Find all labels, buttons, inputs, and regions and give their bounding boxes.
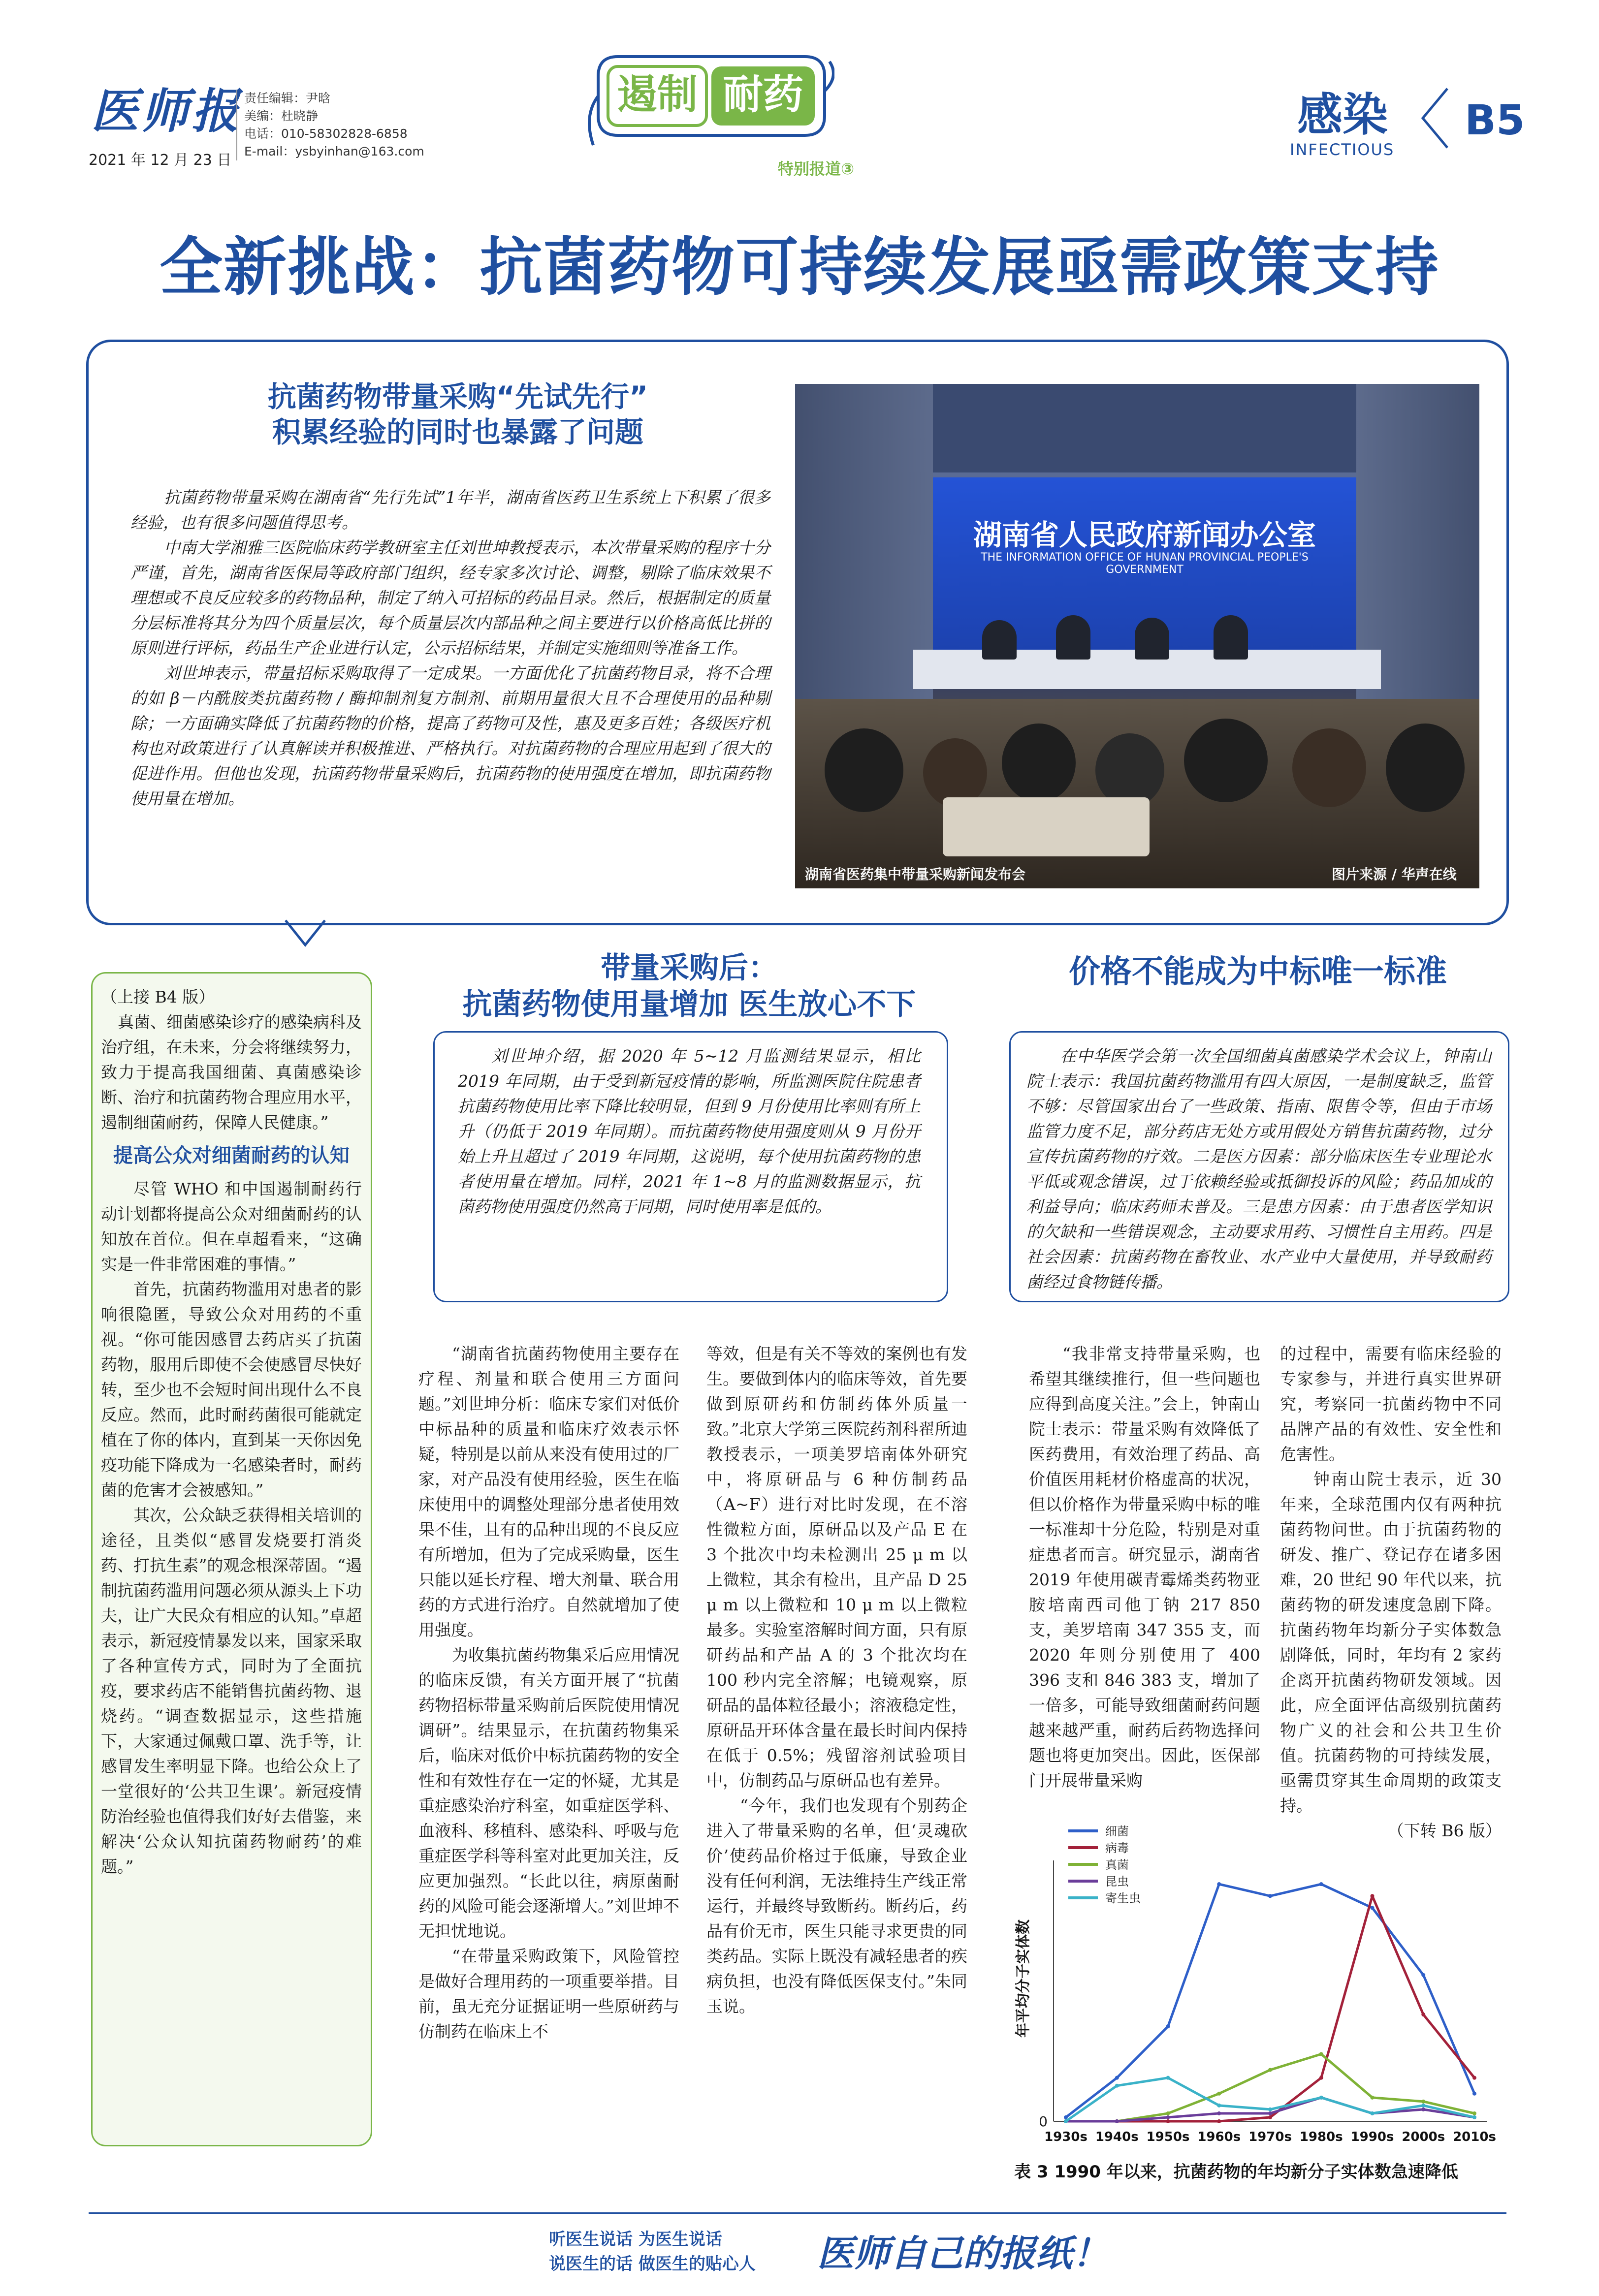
paragraph: 真菌、细菌感染诊疗的感染病科及治疗组，在未来，分会将继续努力，致力于提高我国细菌、真菌感染诊断、治疗和抗菌药物合理应用水平，遏制细菌耐药，保障人民健康。” — [101, 1012, 362, 1132]
paragraph: 刘世坤表示，带量招标采购取得了一定成果。一方面优化了抗菌药物目录，将不合理的如 β－内酰胺类抗菌药物 / 酶抑制剂复方制剂、前期用量很大且不合理使用的品种剔除；一方面确实降低了抗菌药物的价格，提高了药物可及性，惠及更多百姓；各级医疗机构也对政策进行了认真解读并积极推进、严格执行。对抗菌药物的合理应用起到了很大的促进作用。但他也发现，抗菌药物带量采购后，抗菌药物的使用强度在增加，即抗菌药物使用量在增加。 — [130, 663, 770, 808]
series-logo-word-2: 耐药 — [722, 71, 804, 118]
chart-point — [1166, 2115, 1170, 2119]
chart-point — [1319, 1882, 1323, 1886]
subhead-line-1: 带量采购后： — [601, 951, 778, 985]
chart-point — [1166, 2076, 1170, 2080]
chart-point — [1472, 2092, 1476, 2096]
chart-point — [1472, 2076, 1476, 2080]
chart-y-axis-label: 年平均分子实体数 — [1015, 1919, 1032, 2038]
chart-point — [1421, 2100, 1425, 2104]
mid-article-subhead — [418, 950, 960, 1023]
chart-point — [1472, 2115, 1476, 2119]
chart-point — [1217, 2092, 1221, 2096]
chart-point — [1371, 1894, 1375, 1898]
top-article-subhead — [143, 379, 773, 450]
chart-legend-label: 真菌 — [1105, 1858, 1129, 1872]
photo-credit: 图片来源 / 华声在线 — [1332, 866, 1457, 882]
chart-point — [1371, 1906, 1375, 1910]
mid-column-2 — [706, 1341, 967, 2019]
series-logo — [578, 47, 834, 160]
continued-to-note: （下转 B6 版） — [1387, 1821, 1502, 1840]
editor-line: 美编：杜晓静 — [244, 109, 319, 123]
paragraph: “今年，我们也发现有个别药企进入了带量采购的名单，但‘灵魂砍价’使药品价格过于低廉，导致企业没有任何利润，无法维持生产线正常运行，并最终导致断药。断药后，药品有价无市，医生只能寻求更贵的同类药品。实际上既没有减轻患者的疾病负担，也没有降低医保支付。”朱同玉说。 — [706, 1796, 967, 2016]
chart-point — [1115, 2084, 1119, 2088]
chart-y-tick-label: 0 — [1039, 2113, 1048, 2130]
page-number: B5 — [1465, 96, 1525, 144]
chart-x-tick-label: 1990s — [1350, 2130, 1394, 2144]
paragraph: 等效，但是有关不等效的案例也有发生。要做到体内的临床等效，首先要做到原研药和仿制药体外质量一致。”北京大学第三医院药剂科翟所迪教授表示，一项美罗培南体外研究中，将原研品与 6 种仿制药品（A~F）进行对比时发现，在不溶性微粒方面，原研品以及产品 E 在 3 个批次中均未检测出 25 μ m 以上微粒，其余有检出，且产品 D 25 μ m 以上微粒和 10 μ m 以上微粒最多。实验室溶解时间方面，只有原研药品和产品 A 的 3 个批次均在 100 秒内完全溶解；电镜观察，原研品的晶体粒径最小；溶液稳定性，原研品开环体含量在最长时间内保持在低于 0.5%；残留溶剂试验项目中，仿制药品与原研品也有差异。 — [706, 1344, 967, 1790]
chart-legend-label: 细菌 — [1105, 1824, 1129, 1838]
paragraph: 为收集抗菌药物集采后应用情况的临床反馈，有关方面开展了“抗菌药物招标带量采购前后医院使用情况调研”。结果显示，在抗菌药物集采后，临床对低价中标抗菌药物的安全性和有效性存在一定的怀疑，尤其是重症感染治疗科室，如重症医学科、血液科、移植科、感染科、呼吸与危重症医学科等科室对此更加关注，反应更加强烈。“长此以往，病原菌耐药的风险可能会逐渐增大。”刘世坤不无担忧地说。 — [418, 1645, 679, 1941]
subhead-line-2: 抗菌药物使用量增加 医生放心不下 — [462, 987, 916, 1022]
mid-column-1 — [418, 1341, 679, 2044]
chart-point — [1371, 2111, 1375, 2115]
mid-lead — [458, 1043, 921, 1219]
chevron-left-icon — [1418, 84, 1452, 153]
paragraph: 抗菌药物带量采购在湖南省“先行先试”1年半，湖南省医药卫生系统上下积累了很多经验，也有很多问题值得思考。 — [130, 488, 770, 532]
chart-point — [1319, 2096, 1323, 2100]
chart-legend-label: 昆虫 — [1105, 1875, 1129, 1888]
right-column-1 — [1029, 1341, 1260, 1793]
continued-from-note: （上接 B4 版） — [101, 987, 215, 1006]
chart-x-tick-label: 1970s — [1248, 2130, 1292, 2144]
page-headline: 全新挑战：抗菌药物可持续发展亟需政策支持 — [159, 231, 1439, 304]
chart-point — [1268, 1894, 1272, 1898]
section-title-en: INFECTIOUS — [1290, 140, 1395, 159]
subhead-line-1: 抗菌药物带量采购“先试先行” — [267, 380, 648, 413]
footer-tagline: 医师自己的报纸！ — [817, 2233, 1109, 2275]
series-subtitle: 特别报道③ — [778, 159, 855, 178]
subhead-line-2: 积累经验的同时也暴露了问题 — [272, 415, 643, 449]
chart-legend — [1068, 1824, 1141, 1905]
footer-divider — [89, 2212, 1506, 2214]
chart-point — [1421, 1973, 1425, 1977]
chart-point — [1217, 2104, 1221, 2107]
paragraph: “我非常支持带量采购，也希望其继续推行，但一些问题也应得到高度关注。”会上，钟南山院士表示：带量采购有效降低了医药费用，有效治理了药品、高价值医用耗材价格虚高的状况，但以价格作为带量采购中标的唯一标准却十分危险，特别是对重症患者而言。研究显示，湖南省 2019 年使用碳青霉烯类药物亚胺培南西司他丁钠 217 850 支，美罗培南 347 355 支，而 2020 年则分别使用了 400 396 支和 846 383 支，增加了一倍多，可能导致细菌耐药问题越来越严重，耐药后药物选择问题也将更加突出。因此，医保部门开展带量采购 — [1029, 1344, 1260, 1790]
masthead-logo: 医师报 — [91, 83, 242, 139]
chart-point — [1268, 2111, 1272, 2115]
chart-point — [1217, 1882, 1221, 1886]
right-lead — [1026, 1043, 1492, 1294]
paragraph: 钟南山院士表示，近 30 年来，全球范围内仅有两种抗菌药物问世。由于抗菌药物的研发、推广、登记存在诸多困难，20 世纪 90 年代以来，抗菌药物的研发速度急剧下降。抗菌药物年均新分子实体数急剧降低，同时，年均有 2 家药企离开抗菌药物研发领域。因此，应全面评估高级别抗菌药物广义的社会和公共卫生价值。抗菌药物的可持续发展，亟需贯穿其生命周期的政策支持。 — [1280, 1470, 1502, 1815]
chart-series-line-1 — [1066, 1884, 1474, 2117]
left-column-body — [101, 984, 362, 1879]
top-article-body — [130, 485, 770, 811]
antibiotic-trend-chart — [1014, 1816, 1502, 2161]
chart-x-tick-label: 1930s — [1044, 2130, 1087, 2144]
paragraph: 尽管 WHO 和中国遏制耐药行动计划都将提高公众对细菌耐药的认知放在首位。但在卓超看来，“这确实是一件非常困难的事情。” — [101, 1179, 362, 1274]
chart-series-line-2 — [1066, 1896, 1474, 2121]
issue-date: 2021 年 12 月 23 日 — [89, 152, 232, 169]
chart-point — [1472, 2111, 1476, 2115]
footer-slogan: 说医生的话 做医生的贴心人 — [549, 2254, 756, 2274]
editor-line: E-mail：ysbyinhan@163.com — [244, 144, 424, 158]
chart-point — [1217, 2119, 1221, 2123]
paragraph: “湖南省抗菌药物使用主要存在疗程、剂量和联合使用三方面问题。”刘世坤分析：临床专家们对低价中标品种的质量和临床疗效表示怀疑，特别是以前从来没有使用过的厂家，对产品没有使用经验，医生在临床使用中的调整处理部分患者使用效果不佳，且有的品种出现的不良反应有所增加，但为了完成采购量，医生只能以延长疗程、增大剂量、联合用药的方式进行治疗。自然就增加了使用强度。 — [418, 1344, 679, 1639]
right-article-subhead: 价格不能成为中标唯一标准 — [1069, 954, 1447, 990]
editor-line: 电话：010-58302828-6858 — [244, 126, 408, 141]
paragraph: 首先，抗菌药物滥用对患者的影响很隐匿，导致公众对用药的不重视。“你可能因感冒去药店买了抗菌药物，服用后即使不会使感冒尽快好转，至少也不会短时间出现什么不良反应。然而，此时耐药菌很可能就定植在了你的体内，直到某一天你因免疫功能下降成为一名感染者时，耐药菌的危害才会被感知。” — [101, 1280, 362, 1500]
chart-x-tick-label: 1980s — [1299, 2130, 1343, 2144]
chart-point — [1064, 2115, 1068, 2119]
banner-title: 湖南省人民政府新闻办公室 — [973, 518, 1316, 552]
right-column-2 — [1280, 1341, 1502, 1843]
chart-point — [1166, 2119, 1170, 2123]
chart-point — [1217, 2111, 1221, 2115]
editor-line: 责任编辑：尹晗 — [244, 91, 331, 105]
chart-point — [1371, 2096, 1375, 2100]
chart-point — [1421, 2013, 1425, 2016]
paragraph: 在中华医学会第一次全国细菌真菌感染学术会议上，钟南山院士表示：我国抗菌药物滥用有四大原因，一是制度缺乏，监管不够：尽管国家出台了一些政策、指南、限售令等，但由于市场监管力度不足，部分药店无处方或用假处方销售抗菌药物，过分宣传抗菌药物的疗效。二是医方因素：部分临床医生专业理论水平低或观念错误，过于依赖经验或抵御投诉的风险；药品加成的利益导向；临床药师未普及。三是患方因素：由于患者医学知识的欠缺和一些错误观念，主动要求用药、习惯性自主用药。四是社会因素：抗菌药物在畜牧业、水产业中大量使用，并导致耐药菌经过食物链传播。 — [1026, 1046, 1492, 1291]
paragraph: 其次，公众缺乏获得相关培训的途径，且类似“感冒发烧要打消炎药、打抗生素”的观念根深蒂固。“遏制抗菌药滥用问题必须从源头上下功夫，让广大民众有相应的认知。”卓超表示，新冠疫情暴发以来，国家采取了各种宣传方式，同时为了全面抗疫，要求药店不能销售抗菌药物、退烧药。“调查数据显示，这些措施下，大家通过佩戴口罩、洗手等，让感冒发生率明显下降。也给公众上了一堂很好的‘公共卫生课’。新冠疫情防治经验也值得我们好好去借鉴，来解决‘公众认知抗菌药物耐药’的难题。” — [101, 1506, 362, 1876]
chart-x-tick-label: 1960s — [1197, 2130, 1241, 2144]
chart-x-tick-label: 1950s — [1146, 2130, 1190, 2144]
chart-point — [1268, 2115, 1272, 2119]
paragraph: 的过程中，需要有临床经验的专家参与，并进行真实世界研究，考察同一抗菌药物中不同品牌产品的有效性、安全性和危害性。 — [1280, 1344, 1502, 1464]
photo-caption: 湖南省医药集中带量采购新闻发布会 — [805, 866, 1026, 882]
chart-point — [1115, 2119, 1119, 2123]
chart-legend-label: 寄生虫 — [1105, 1891, 1141, 1905]
chart-point — [1319, 2076, 1323, 2080]
editor-info — [236, 90, 424, 160]
chart-point — [1064, 2119, 1068, 2123]
chart-point — [1319, 2052, 1323, 2056]
chart-point — [1268, 2068, 1272, 2072]
banner-title-en: THE INFORMATION OFFICE OF HUNAN PROVINCIAL PEOPLE'S GOVERNMENT — [981, 551, 1309, 576]
chart-x-tick-label: 2010s — [1453, 2130, 1496, 2144]
paragraph: “在带量采购政策下，风险管控是做好合理用药的一项重要举措。目前，虽无充分证据证明一些原研药与仿制药在临床上不 — [418, 1947, 679, 2041]
chart-caption: 表 3 1990 年以来，抗菌药物的年均新分子实体数急速降低 — [1014, 2162, 1458, 2182]
chart-point — [1115, 2076, 1119, 2080]
chart-legend-label: 病毒 — [1105, 1841, 1129, 1855]
chart-point — [1268, 2107, 1272, 2111]
footer-slogan: 听医生说话 为医生说话 — [549, 2230, 722, 2249]
section-title: 感染 — [1297, 89, 1388, 141]
chart-point — [1166, 2111, 1170, 2115]
chart-point — [1421, 2107, 1425, 2111]
chart-point — [1166, 2024, 1170, 2028]
press-conference-photo — [795, 384, 1479, 888]
chart-x-tick-label: 2000s — [1402, 2130, 1445, 2144]
chart-x-tick-label: 1940s — [1095, 2130, 1139, 2144]
left-column-subhead: 提高公众对细菌耐药的认知 — [113, 1144, 350, 1167]
paragraph: 刘世坤介绍，据 2020 年 5~12 月监测结果显示，相比 2019 年同期，由于受到新冠疫情的影响，所监测医院住院患者抗菌药物使用比率下降比较明显，但到 9 月份使用比率则有所上升（仍低于 2019 年同期）。而抗菌药物使用强度则从 9 月份开始上升且超过了 2019 年同期，这说明，每个使用抗菌药物的患者使用量在增加。同样，2021 年 1~8 月的监测数据显示，抗菌药物使用强度仍然高于同期，同时使用率是低的。 — [458, 1046, 921, 1216]
chart-point — [1421, 2104, 1425, 2107]
series-logo-word-1: 遏制 — [616, 71, 698, 118]
paragraph: 中南大学湘雅三医院临床药学教研室主任刘世坤教授表示，本次带量采购的程序十分严谨，首先，湖南省医保局等政府部门组织，经专家多次讨论、调整，剔除了临床效果不理想或不良反应较多的药物品种，制定了纳入可招标的药品目录。然后，根据制定的质量分层标准将其分为四个质量层次，每个质量层次内部品种之间主要进行以价格高低比拼的原则进行评标，药品生产企业进行认定，公示招标结果，并制定实施细则等准备工作。 — [130, 538, 770, 658]
